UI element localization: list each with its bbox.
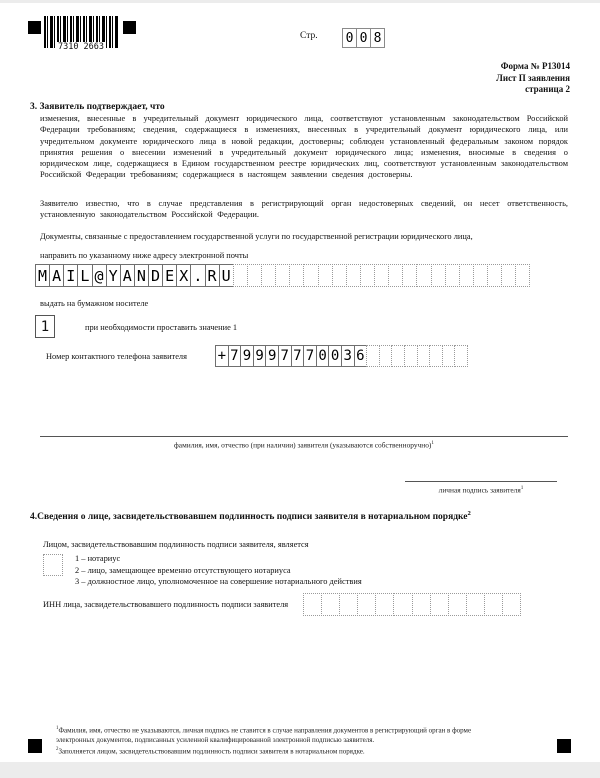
char-cell[interactable] [459, 264, 474, 287]
section3-paragraph2: Заявителю известно, что в случае представления в регистрирующий орган недостоверных сведений, он несет ответственность, установленную законодательством Российской Федерации. [40, 199, 568, 220]
fio-signature-line [40, 436, 568, 437]
char-cell[interactable]: 7 [303, 345, 317, 367]
inn-field[interactable] [303, 593, 521, 616]
section3-title: 3. Заявитель подтверждает, что [30, 102, 165, 112]
char-cell[interactable]: + [215, 345, 229, 367]
barcode-text: 7310 2663 [57, 42, 105, 52]
footnote-2-marker: 2 [56, 747, 59, 753]
char-cell[interactable] [416, 264, 431, 287]
char-cell[interactable] [379, 345, 393, 367]
char-cell[interactable]: 9 [253, 345, 267, 367]
char-cell[interactable] [289, 264, 304, 287]
char-cell[interactable] [448, 593, 467, 616]
char-cell[interactable] [346, 264, 361, 287]
char-cell[interactable] [487, 264, 502, 287]
char-cell[interactable]: 0 [328, 345, 342, 367]
witness-option-acting-notary: 2 – лицо, замещающее временно отсутствующего нотариуса [75, 565, 291, 575]
char-cell[interactable] [360, 264, 375, 287]
email-label: направить по указанному ниже адресу электронной почты [40, 251, 249, 260]
char-cell[interactable] [339, 593, 358, 616]
char-cell[interactable]: . [190, 264, 205, 287]
char-cell[interactable] [402, 264, 417, 287]
char-cell[interactable] [366, 345, 380, 367]
char-cell[interactable] [442, 345, 456, 367]
footnote-2-text: Заполняется лицом, засвидетельствовавшим подлинность подписи заявителя в нотариальном порядке. [58, 747, 365, 756]
char-cell[interactable]: 0 [342, 28, 357, 48]
char-cell[interactable]: 0 [356, 28, 371, 48]
char-cell[interactable] [445, 264, 460, 287]
section4-title-text: 4.Сведения о лице, засвидетельствовавшем подлинность подписи заявителя в нотариальном порядке [30, 512, 468, 523]
witness-option-notary: 1 – нотариус [75, 554, 121, 563]
char-cell[interactable]: U [219, 264, 234, 287]
footnote-1 [56, 724, 480, 745]
witness-option-official: 3 – должностное лицо, уполномоченное на совершение нотариального действия [75, 577, 362, 586]
char-cell[interactable]: A [120, 264, 135, 287]
char-cell[interactable] [515, 264, 530, 287]
personal-signature-caption-text: личная подпись заявителя [438, 485, 521, 495]
char-cell[interactable] [502, 593, 521, 616]
char-cell[interactable]: L [77, 264, 92, 287]
char-cell[interactable]: 9 [265, 345, 279, 367]
char-cell[interactable] [375, 593, 394, 616]
form-header [496, 61, 570, 96]
footnote-2 [56, 745, 480, 757]
char-cell[interactable] [357, 593, 376, 616]
barcode-left-mark [28, 21, 41, 34]
char-cell[interactable] [388, 264, 403, 287]
char-cell[interactable] [430, 593, 449, 616]
char-cell[interactable] [303, 264, 318, 287]
char-cell[interactable] [484, 593, 503, 616]
char-cell[interactable] [412, 593, 431, 616]
char-cell[interactable] [233, 264, 248, 287]
char-cell[interactable]: D [148, 264, 163, 287]
paper-copy-hint: при необходимости проставить значение 1 [85, 323, 238, 332]
email-field[interactable] [35, 264, 530, 287]
section3-paragraph3: Документы, связанные с предоставлением государственной услуги по государственной регистрации юридического лица, [40, 232, 473, 241]
personal-signature-caption [405, 485, 557, 494]
char-cell[interactable] [275, 264, 290, 287]
char-cell[interactable] [303, 593, 322, 616]
personal-signature-line [405, 481, 557, 482]
page-number-field[interactable] [342, 28, 385, 48]
char-cell[interactable] [501, 264, 516, 287]
footnote-1-text: Фамилия, имя, отчество не указываются, личная подпись не ставится в случае направления документов в регистрирующий орган в форме электронных документов, подписанных усиленной квалифицированной электронной подписью заявителя. [56, 726, 472, 744]
paper-copy-checkbox[interactable]: 1 [35, 315, 55, 338]
char-cell[interactable] [404, 345, 418, 367]
char-cell[interactable]: 7 [278, 345, 292, 367]
char-cell[interactable]: @ [92, 264, 107, 287]
char-cell[interactable]: Y [106, 264, 121, 287]
personal-signature-footnote-ref: 1 [520, 485, 524, 491]
char-cell[interactable]: X [176, 264, 191, 287]
bottom-right-mark [557, 739, 571, 753]
char-cell[interactable]: N [134, 264, 149, 287]
char-cell[interactable] [247, 264, 262, 287]
fio-caption-text: фамилия, имя, отчество (при наличии) заявителя (указываются собственноручно) [174, 440, 432, 450]
paper-copy-label: выдать на бумажном носителе [40, 299, 149, 308]
phone-label: Номер контактного телефона заявителя [46, 352, 187, 361]
char-cell[interactable] [454, 345, 468, 367]
form-number: Форма № Р13014 [500, 61, 570, 71]
phone-field[interactable] [215, 345, 468, 367]
page-number-label: Стр. [300, 31, 318, 41]
inn-label: ИНН лица, засвидетельствовавшего подлинность подписи заявителя [43, 600, 289, 609]
char-cell[interactable] [318, 264, 333, 287]
char-cell[interactable]: M [35, 264, 50, 287]
section4-title [30, 510, 575, 522]
char-cell[interactable]: A [49, 264, 64, 287]
char-cell[interactable]: 9 [240, 345, 254, 367]
char-cell[interactable]: 7 [228, 345, 242, 367]
char-cell[interactable] [473, 264, 488, 287]
char-cell[interactable] [261, 264, 276, 287]
char-cell[interactable] [466, 593, 485, 616]
bottom-left-mark [28, 739, 42, 753]
char-cell[interactable]: 6 [354, 345, 368, 367]
char-cell[interactable] [374, 264, 389, 287]
char-cell[interactable]: 8 [370, 28, 385, 48]
char-cell[interactable]: E [162, 264, 177, 287]
char-cell[interactable] [393, 593, 412, 616]
section4-title-footnote-ref: 2 [467, 510, 471, 517]
char-cell[interactable] [431, 264, 446, 287]
char-cell[interactable] [417, 345, 431, 367]
witness-type-options [75, 553, 362, 588]
char-cell[interactable]: 7 [291, 345, 305, 367]
form-sheet: Лист П заявления [496, 72, 570, 83]
barcode-digits [44, 42, 118, 52]
section3-paragraph1: изменения, внесенные в учредительный документ юридического лица, соответствуют установленным законодательством Российской Федерации требованиям; сведения, содержащиеся в изменениях, внесенных в учредительный документ юридического лица, или учредительном документе юридического лица в новой редакции, достоверны; соблюден установленный федеральным законом порядок принятия решения о внесении изменений в учредительный документ юридического лица; изменения, вносимые в сведения о юридическом лице, содержащиеся в Едином государственном реестре юридических лиц, соответствуют установленным законодательством Российской Федерации требованиям; содержащиеся в настоящем заявлении сведения достоверны. [40, 114, 568, 180]
fio-caption-footnote-ref: 1 [431, 440, 434, 446]
witness-type-checkbox[interactable] [43, 554, 63, 576]
char-cell[interactable] [391, 345, 405, 367]
char-cell[interactable] [321, 593, 340, 616]
footnotes [56, 724, 480, 757]
char-cell[interactable] [332, 264, 347, 287]
char-cell[interactable] [429, 345, 443, 367]
form-page [0, 3, 600, 762]
char-cell[interactable]: R [205, 264, 220, 287]
char-cell[interactable]: 0 [316, 345, 330, 367]
fio-caption [40, 440, 568, 449]
footnote-1-marker: 1 [56, 726, 59, 731]
form-page-label: страница 2 [525, 84, 570, 94]
witness-type-label: Лицом, засвидетельствовавшим подлинность подписи заявителя, является [43, 540, 309, 549]
barcode-right-mark [123, 21, 136, 34]
char-cell[interactable]: 3 [341, 345, 355, 367]
char-cell[interactable]: I [63, 264, 78, 287]
